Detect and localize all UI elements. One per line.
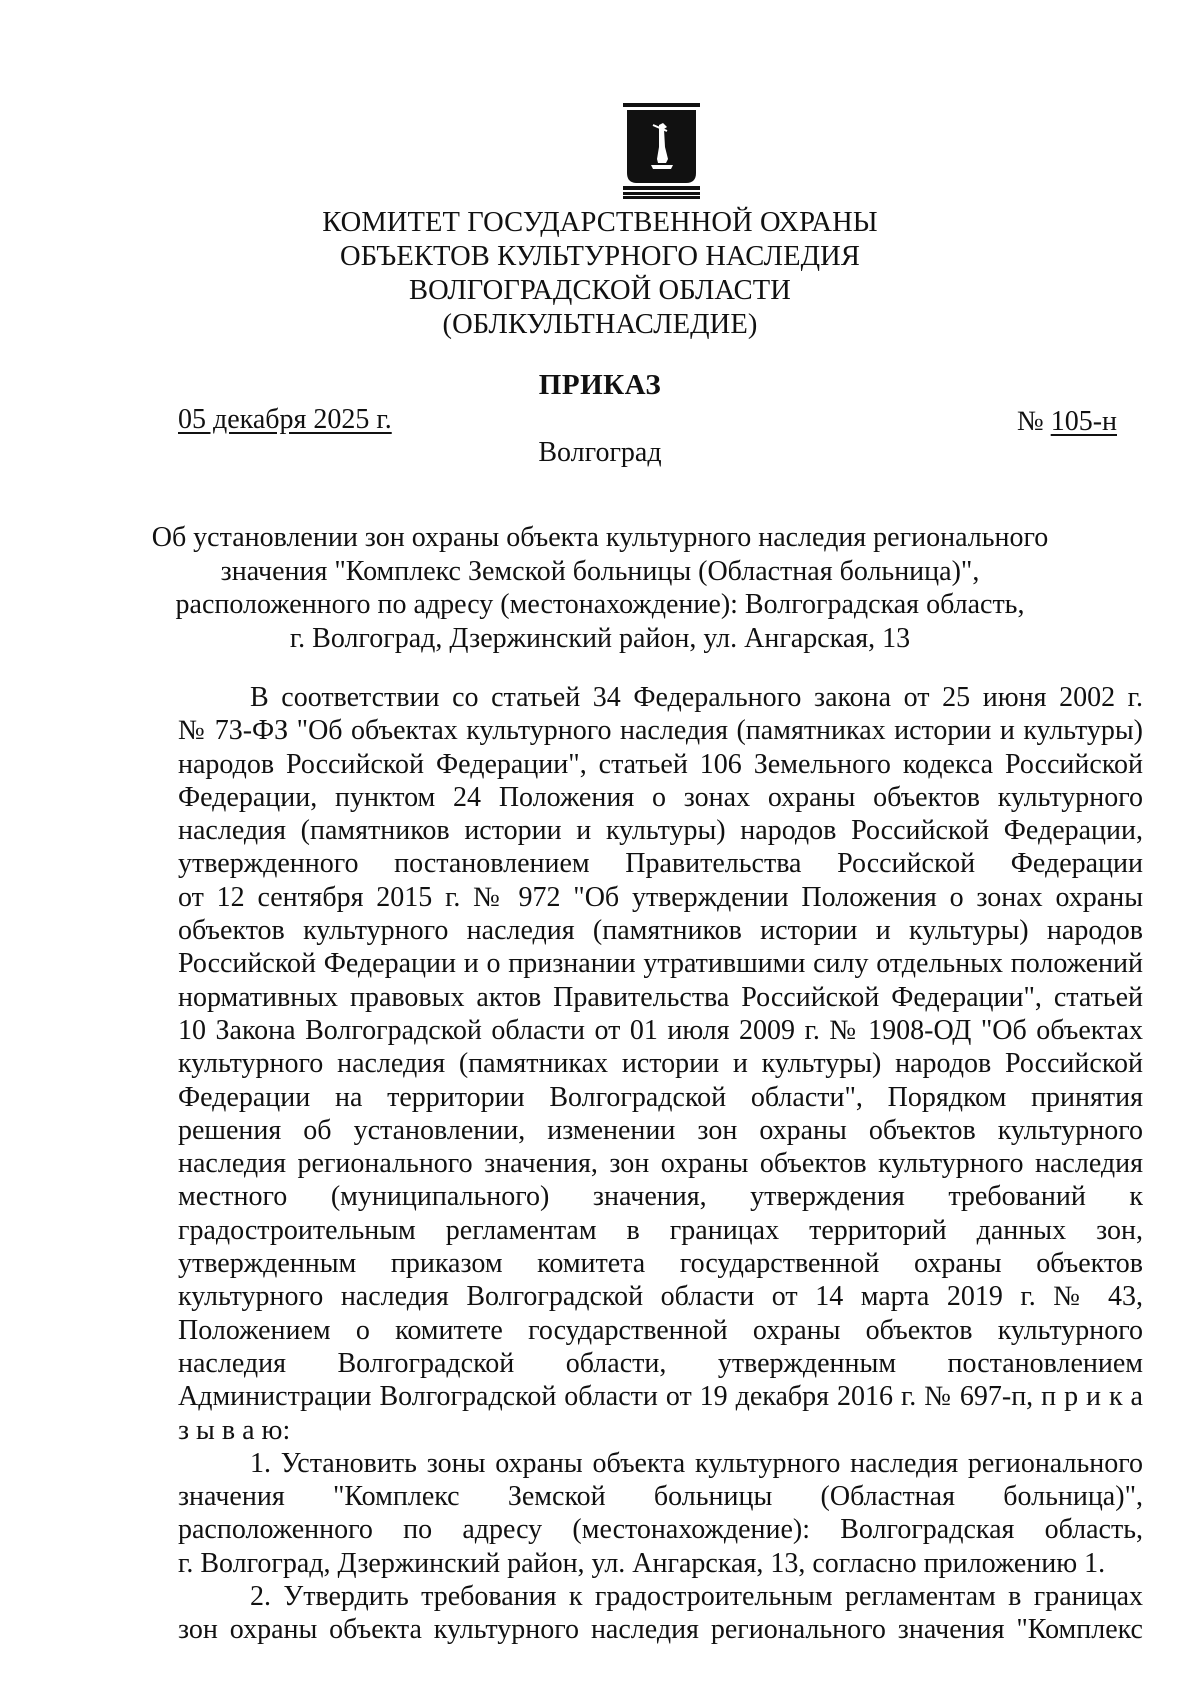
- body-line: зон охраны объекта культурного наследия регионального значения "Комплекс: [178, 1614, 1143, 1646]
- body-line: Администрации Волгоградской области от 19 декабря 2016 г. № 697-п, п р и к а: [178, 1381, 1143, 1413]
- body-line: Российской Федерации и о признании утратившими силу отдельных положений: [178, 948, 1143, 980]
- body-line: г. Волгоград, Дзержинский район, ул. Ангарская, 13, согласно приложению 1.: [178, 1547, 1106, 1579]
- body-line: культурного наследия (памятниках истории и культуры) народов Российской: [178, 1048, 1143, 1080]
- body-line: Федерации на территории Волгоградской области", Порядком принятия: [178, 1081, 1143, 1113]
- body-line: нормативных правовых актов Правительства Российской Федерации", статьей: [178, 981, 1143, 1013]
- body-line: расположенного по адресу (местонахождение): Волгоградская область,: [178, 1514, 1143, 1546]
- document-city: Волгоград: [538, 437, 662, 468]
- subject-line: расположенного по адресу (местонахождение): Волгоградская область,: [175, 589, 1025, 620]
- body-line: Положением о комитете государственной охраны объектов культурного: [178, 1314, 1143, 1346]
- body-line: утвержденным приказом комитета государственной охраны объектов: [178, 1248, 1143, 1280]
- body-line: В соответствии со статьей 34 Федерального закона от 25 июня 2002 г.: [250, 682, 1143, 713]
- body-line: культурного наследия Волгоградской области от 14 марта 2019 г. № 43,: [178, 1281, 1143, 1313]
- body-line: утвержденного постановлением Правительства Российской Федерации: [178, 848, 1143, 880]
- body-line: з ы в а ю:: [178, 1414, 291, 1446]
- document-type: ПРИКАЗ: [538, 369, 662, 401]
- document-date: 05 декабря 2025 г.: [178, 404, 392, 435]
- body-line: 2. Утвердить требования к градостроительным регламентам в границах: [250, 1581, 1143, 1613]
- body-line: решения об установлении, изменении зон охраны объектов культурного: [178, 1114, 1143, 1146]
- subject-line: г. Волгоград, Дзержинский район, ул. Ангарская, 13: [289, 622, 911, 654]
- body-line: наследия (памятников истории и культуры) народов Российской Федерации,: [178, 815, 1143, 847]
- body-line: Федерации, пунктом 24 Положения о зонах охраны объектов культурного: [178, 781, 1143, 813]
- subject-line: значения "Комплекс Земской больницы (Областная больница)",: [220, 555, 980, 587]
- org-line: КОМИТЕТ ГОСУДАРСТВЕННОЙ ОХРАНЫ: [322, 207, 878, 238]
- org-line: ВОЛГОГРАДСКОЙ ОБЛАСТИ: [409, 275, 791, 306]
- organization-name: [250, 206, 950, 342]
- document-body: [178, 681, 1143, 1647]
- number-prefix: №: [1016, 406, 1051, 437]
- body-line: № 73-ФЗ "Об объектах культурного наследия (памятниках истории и культуры): [178, 715, 1143, 747]
- coat-of-arms-icon: [623, 103, 700, 199]
- subject-line: Об установлении зон охраны объекта культурного наследия регионального: [151, 522, 1049, 553]
- org-line: (ОБЛКУЛЬТНАСЛЕДИЕ): [442, 309, 758, 340]
- number-value: 105-н: [1050, 406, 1117, 437]
- body-line: народов Российской Федерации", статьей 106 Земельного кодекса Российской: [178, 748, 1143, 780]
- body-line: 10 Закона Волгоградской области от 01 июля 2009 г. № 1908-ОД "Об объектах: [178, 1014, 1143, 1046]
- body-line: объектов культурного наследия (памятников истории и культуры) народов: [178, 915, 1143, 947]
- body-line: наследия регионального значения, зон охраны объектов культурного наследия: [178, 1148, 1143, 1180]
- body-line: от 12 сентября 2015 г. № 972 "Об утверждении Положения о зонах охраны: [178, 881, 1143, 913]
- org-line: ОБЪЕКТОВ КУЛЬТУРНОГО НАСЛЕДИЯ: [340, 241, 860, 272]
- body-line: значения "Комплекс Земской больницы (Областная больница)",: [178, 1481, 1143, 1513]
- body-line: 1. Установить зоны охраны объекта культурного наследия регионального: [250, 1447, 1143, 1479]
- body-line: наследия Волгоградской области, утвержденным постановлением: [178, 1347, 1143, 1379]
- body-line: местного (муниципального) значения, утверждения требований к: [178, 1181, 1143, 1213]
- document-subject: [150, 521, 1050, 655]
- document-number: [1017, 405, 1117, 439]
- body-line: градостроительным регламентам в границах территорий данных зон,: [178, 1214, 1143, 1246]
